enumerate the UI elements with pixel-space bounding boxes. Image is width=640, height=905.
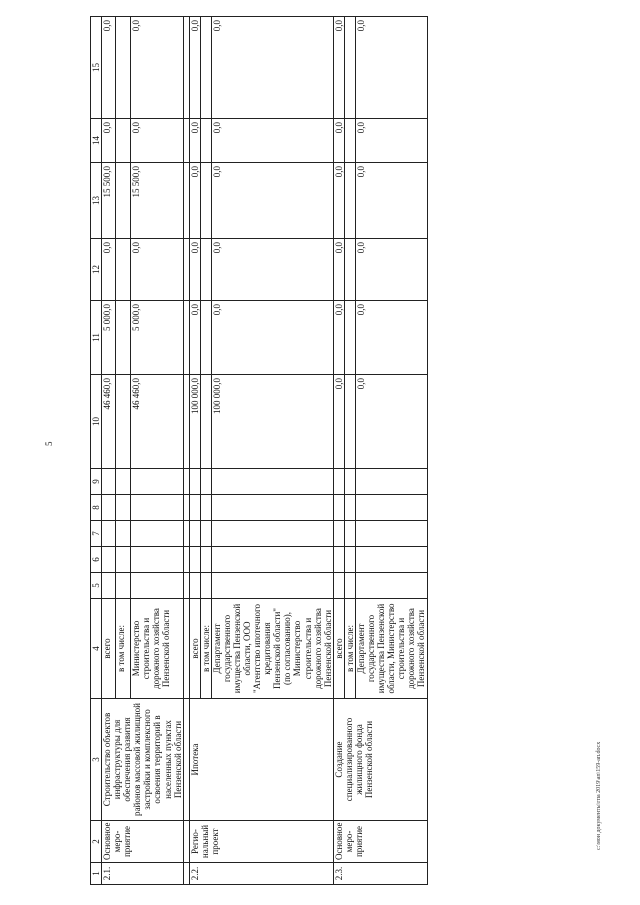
value-col15: 0,0 [355,17,427,119]
executor-cell: в том числе: [344,599,355,699]
col-header: 2 [91,821,102,863]
value-col13: 0,0 [211,163,333,239]
value-col15: 0,0 [130,17,183,119]
item-number: 2.1. [102,863,184,885]
col-header: 15 [91,17,102,119]
value-col13: 15 500,0 [102,163,116,239]
value-col12: 0,0 [355,239,427,301]
col-header: 1 [91,863,102,885]
executor-cell: всего [102,599,116,699]
item-type: Основное меро-приятие [333,821,427,863]
table-row [333,17,344,885]
item-number: 2.3. [333,863,427,885]
col-header: 14 [91,119,102,163]
value-col11: 0,0 [211,301,333,375]
value-col10: 0,0 [355,375,427,469]
item-name: Ипотека [189,699,333,821]
table-row [189,17,200,885]
program-table-wrapper [90,17,600,885]
value-col12: 0,0 [333,239,344,301]
item-type: Основное меро-приятие [102,821,184,863]
value-col11: 0,0 [189,301,200,375]
value-col11: 0,0 [333,301,344,375]
value-col15: 0,0 [189,17,200,119]
value-col13: 0,0 [189,163,200,239]
col-header: 11 [91,301,102,375]
page-number: 5 [44,441,54,446]
program-table [90,16,428,885]
value-col15: 0,0 [102,17,116,119]
value-col10: 46 460,0 [130,375,183,469]
col-header: 9 [91,469,102,495]
value-col10: 100 000,0 [189,375,200,469]
col-header: 4 [91,599,102,699]
executor-cell: Департамент государственного имущества Пензенской области, Министерство строительства и дорожного хозяйства Пензенской области [355,599,427,699]
value-col14: 0,0 [102,119,116,163]
value-col13: 15 500,0 [130,163,183,239]
executor-cell: всего [189,599,200,699]
executor-cell: в том числе: [116,599,130,699]
col-header: 8 [91,495,102,521]
value-col11: 0,0 [355,301,427,375]
col-header: 5 [91,573,102,599]
footer-file-path: c:\мои документы\гпа 2019\ап\159-ап.docx [596,741,602,850]
value-col15: 0,0 [333,17,344,119]
value-col12: 0,0 [102,239,116,301]
value-col14: 0,0 [189,119,200,163]
item-type: Регио-нальный проект [189,821,333,863]
value-col10: 46 460,0 [102,375,116,469]
value-col11: 5 000,0 [102,301,116,375]
col-header: 6 [91,547,102,573]
value-col13: 0,0 [333,163,344,239]
value-col14: 0,0 [333,119,344,163]
value-col15: 0,0 [211,17,333,119]
value-col12: 0,0 [189,239,200,301]
executor-cell: всего [333,599,344,699]
value-col13: 0,0 [355,163,427,239]
executor-cell: в том числе: [200,599,211,699]
value-col12: 0,0 [211,239,333,301]
value-col12: 0,0 [130,239,183,301]
value-col11: 5 000,0 [130,301,183,375]
col-header: 7 [91,521,102,547]
item-number: 2.2. [189,863,333,885]
col-header: 13 [91,163,102,239]
col-header: 12 [91,239,102,301]
value-col14: 0,0 [130,119,183,163]
value-col14: 0,0 [355,119,427,163]
executor-cell: Министерство строительства и дорожного хозяйства Пензенской области [130,599,183,699]
col-header: 3 [91,699,102,821]
item-name: Создание специализированного жилищного фонда Пензенской области [333,699,427,821]
value-col10: 0,0 [333,375,344,469]
executor-cell: Департамент государственного имущества Пензенской области, ООО "Агентство ипотечного кредитования Пензенской области" (по согласованию), Министерство строительства и дорожного хозяйства Пензенской области [211,599,333,699]
col-header: 10 [91,375,102,469]
value-col14: 0,0 [211,119,333,163]
value-col10: 100 000,0 [211,375,333,469]
column-number-row [91,17,102,885]
item-name: Строительство объектов инфраструктуры для обеспечения развития районов массовой жилищной застройки и комплексного освоения территорий в населенных пунктах Пензенской области [102,699,184,821]
table-row [102,17,116,885]
